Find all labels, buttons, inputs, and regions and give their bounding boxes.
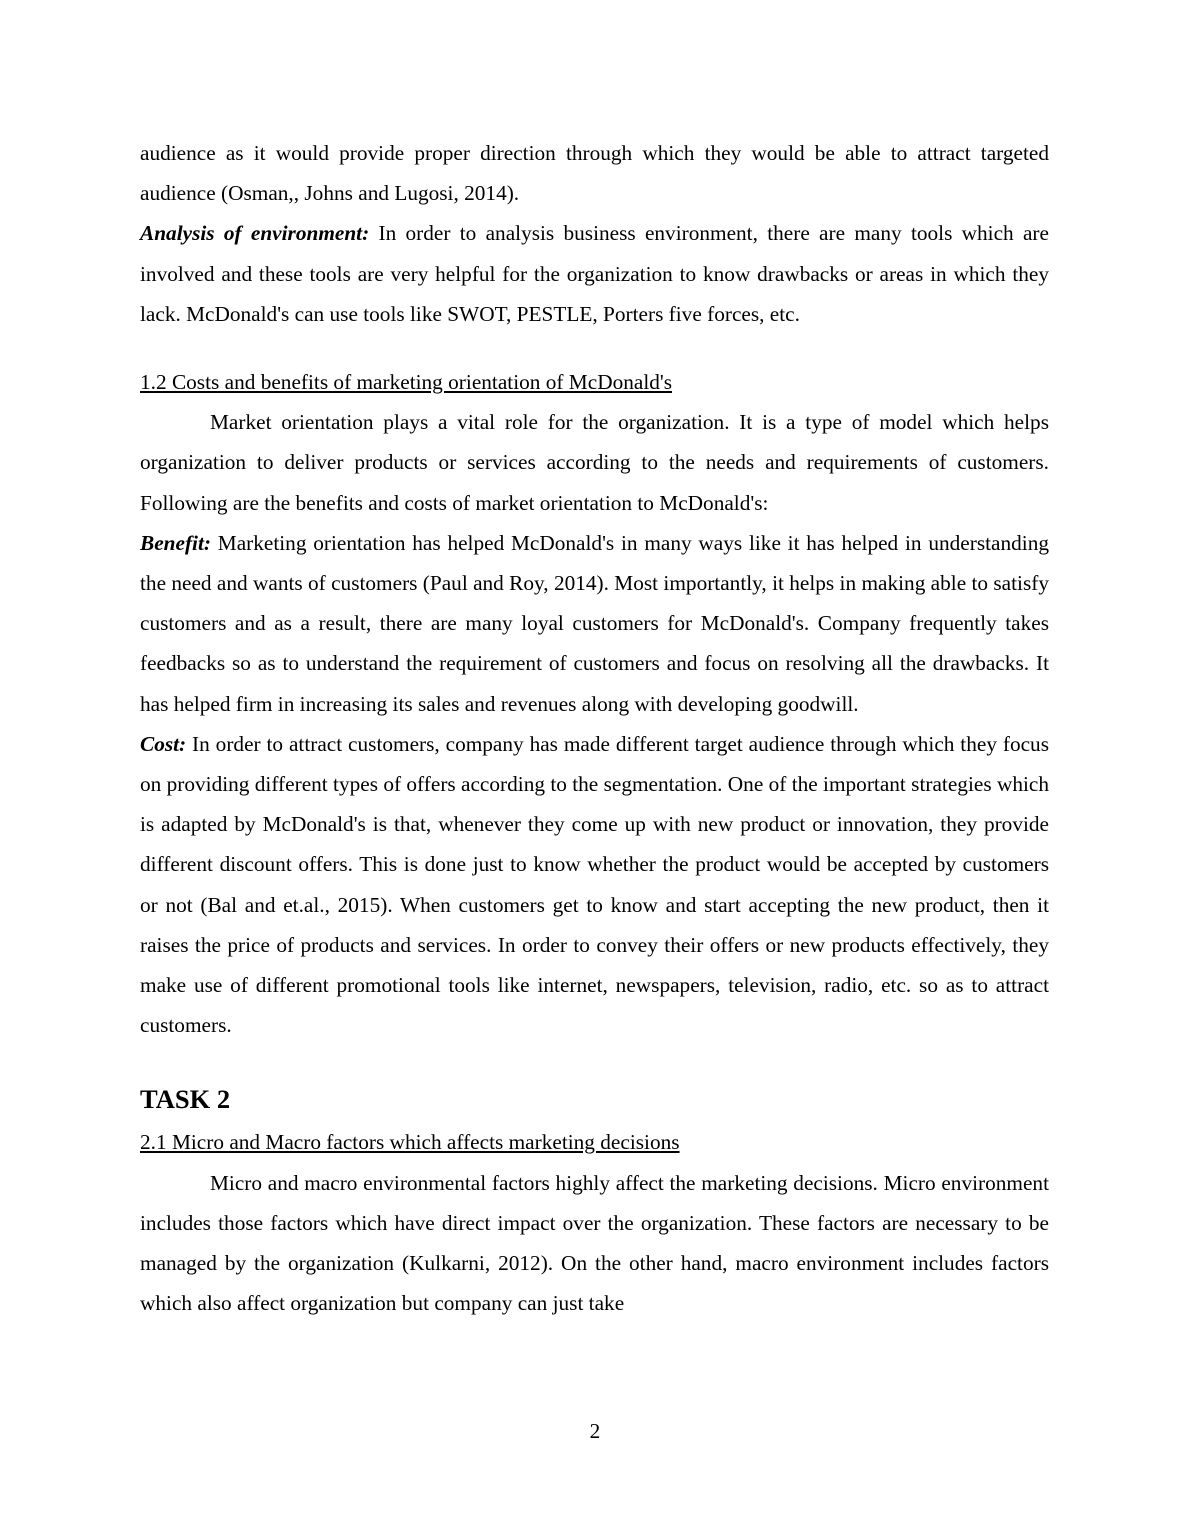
analysis-paragraph [140,213,1049,334]
benefit-text: Marketing orientation has helped McDonald's in many ways like it has helped in understanding the need and wants of customers (Paul and Roy, 2014). Most importantly, it helps in making able to satisfy customers and as a result, there are many loyal customers for McDonald's. Company frequently takes feedbacks so as to understand the requirement of customers and focus on resolving all the drawbacks. It has helped firm in increasing its sales and revenues along with developing goodwill. [140,530,1049,716]
section-2-1-paragraph: Micro and macro environmental factors highly affect the marketing decisions. Micro environment includes those factors which have direct impact over the organization. These factors are necessary to be managed by the organization (Kulkarni, 2012). On the other hand, macro environment includes factors which also affect organization but company can just take [140,1170,1049,1316]
section-spacer [140,334,1049,362]
section-1-2-intro-paragraph: Market orientation plays a vital role for the organization. It is a type of model which helps organization to deliver products or services according to the needs and requirements of customers. Following are the benefits and costs of market orientation to McDonald's: [140,410,1049,515]
section-1-2-heading: 1.2 Costs and benefits of marketing orientation of McDonald's [140,370,673,395]
intro-continuation-paragraph: audience as it would provide proper direction through which they would be able to attract targeted audience (Osman,, Johns and Lugosi, 2014). [140,141,1049,206]
cost-text: In order to attract customers, company has made different target audience through which they focus on providing different types of offers according to the segmentation. One of the important strategies which is adapted by McDonald's is that, whenever they come up with new product or innovation, they provide different discount offers. This is done just to know whether the product would be accepted by customers or not (Bal and et.al., 2015). When customers get to know and start accepting the new product, then it raises the price of products and services. In order to convey their offers or new products effectively, they make use of different promotional tools like internet, newspapers, television, radio, etc. so as to attract customers. [140,731,1049,1038]
document-body [140,133,1049,1323]
task-spacer [140,1045,1049,1076]
analysis-text: In order to analysis business environment, there are many tools which are involved and these tools are very helpful for the organization to know drawbacks or areas in which they lack. McDonald's can use tools like SWOT, PESTLE, Porters five forces, etc. [140,221,1049,326]
section-2-1-heading: 2.1 Micro and Macro factors which affects marketing decisions [140,1130,680,1155]
benefit-label: Benefit: [140,530,211,555]
benefit-paragraph [140,523,1049,724]
page-number: 2 [589,1419,601,1443]
task-2-heading: TASK 2 [140,1084,231,1115]
cost-paragraph [140,724,1049,1046]
cost-label: Cost: [140,731,187,756]
analysis-label: Analysis of environment: [140,221,370,246]
